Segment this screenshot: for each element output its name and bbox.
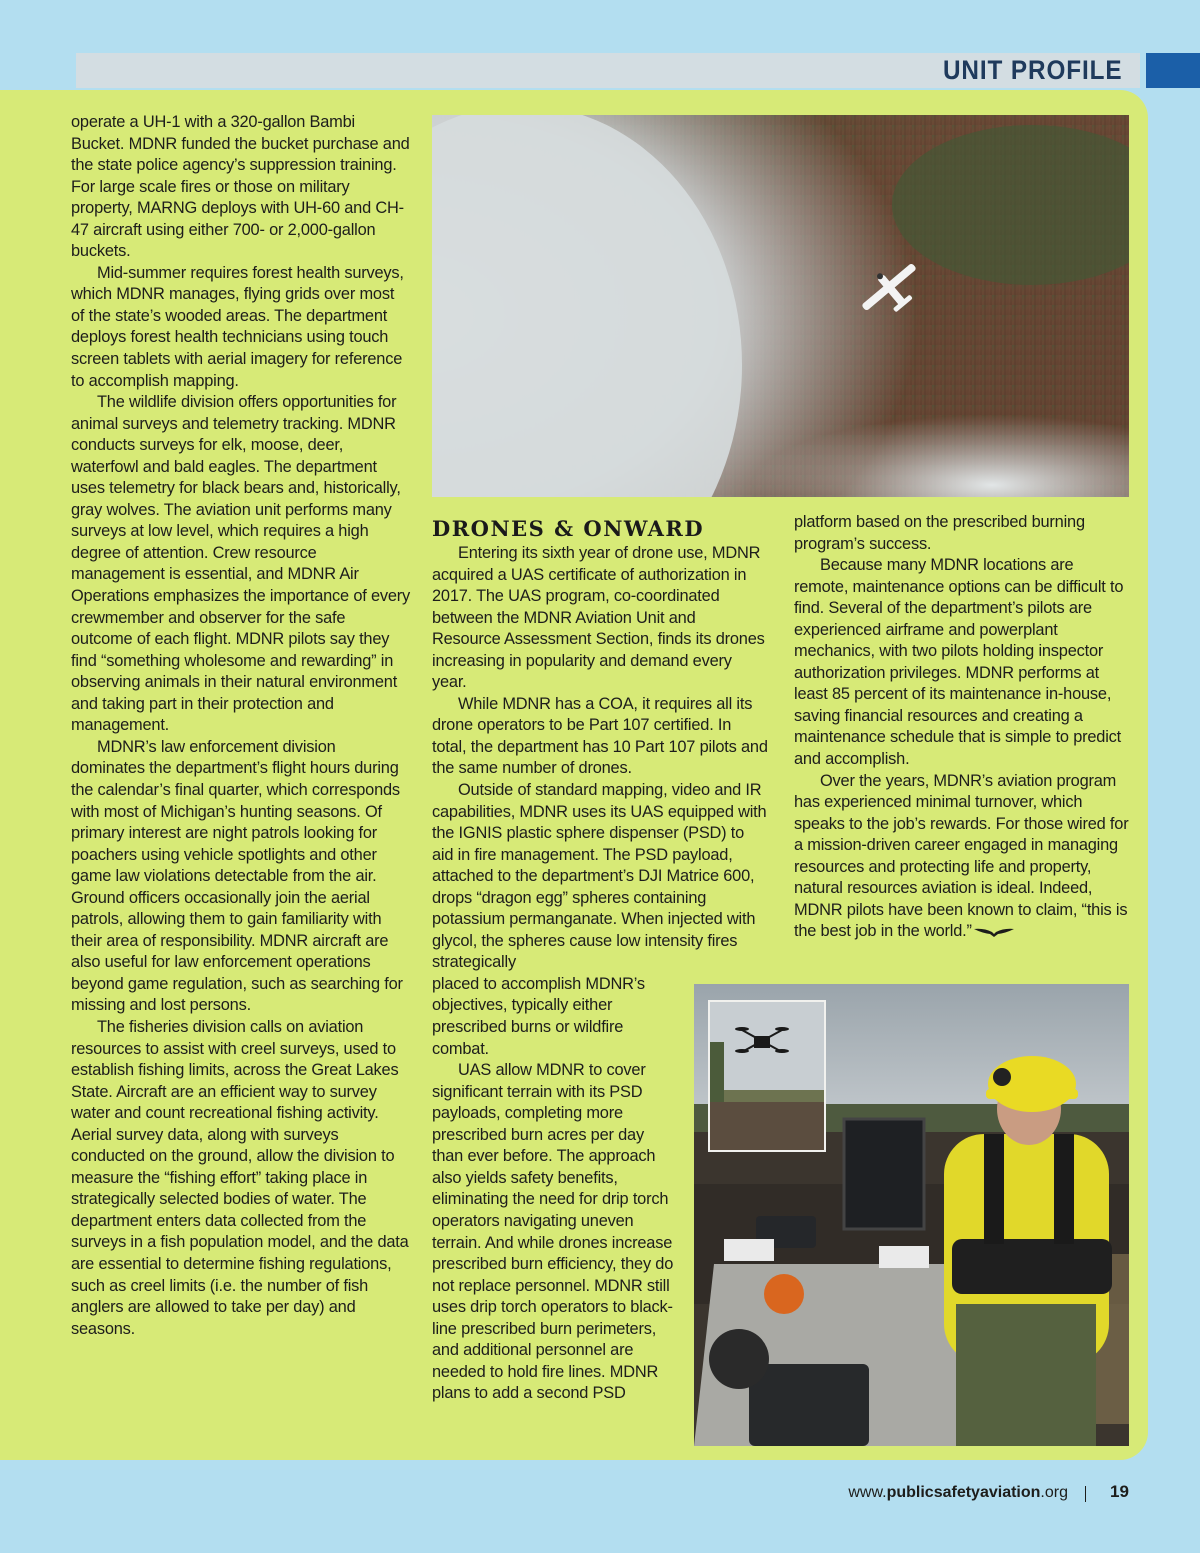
article-column-1 [71, 112, 411, 1340]
paragraph: Outside of standard mapping, video and IR capabilities, MDNR uses its UAS equipped with the IGNIS plastic sphere dispenser (PSD) to aid in fire management. The PSD payload, attached to the department’s DJI Matrice 600, drops “dragon egg” spheres containing potassium permanganate. When injected with glycol, the spheres cause low intensity fires strategically [432, 781, 767, 972]
header-accent-block [1146, 53, 1200, 88]
paragraph: While MDNR has a COA, it requires all its drone operators to be Part 107 certified. In total, the department has 10 Part 107 pilots and the same number of drones. [432, 694, 768, 778]
page-top-band [0, 0, 1200, 52]
wings-end-mark-icon [974, 926, 1014, 938]
aerial-plane-smoke-photo [432, 115, 1129, 497]
url-domain: publicsafetyaviation [886, 1484, 1041, 1501]
footer-divider [1085, 1486, 1086, 1502]
drone-inset-photo [708, 1000, 826, 1152]
paragraph: operate a UH-1 with a 320-gallon Bambi Bucket. MDNR funded the bucket purchase and the state police agency’s suppression training. For large scale fires or those on military property, MARNG deploys with UH-60 and CH-47 aircraft using either 700- or 2,000-gallon buckets. [71, 113, 410, 261]
section-heading: DRONES & ONWARD [432, 516, 705, 541]
paragraph: UAS allow MDNR to cover significant terrain with its PSD payloads, completing more prescribed burn acres per day than ever before. The approach also yields safety benefits, eliminating the need for drip torch operators navigating uneven terrain. And while drones increase prescribed burn efficiency, they do not replace personnel. MDNR still uses drip torch operators to black-line prescribed burn perimeters, and additional personnel are needed to hold fire lines. MDNR plans to add a second PSD [432, 1061, 674, 1403]
paragraph: Entering its sixth year of drone use, MDNR acquired a UAS certificate of authorization in 2017. The UAS program, co-coordinated between the MDNR Aviation Unit and Resource Assessment Section, finds its drones increasing in popularity and demand every year. [432, 544, 765, 692]
url-prefix: www. [848, 1484, 887, 1501]
url-suffix: .org [1040, 1484, 1068, 1501]
paragraph: platform based on the prescribed burning program’s success. [794, 513, 1085, 553]
paragraph: The wildlife division offers opportunities for animal surveys and telemetry tracking. MDNR conducts surveys for elk, moose, deer, waterfowl and bald eagles. The department uses telemetry for black bears and, historically, gray wolves. The aviation unit performs many surveys at low level, which requires a high degree of attention. Crew resource management is essential, and MDNR Air Operations emphasizes the importance of every crewmember and observer for the safe outcome of each flight. MDNR pilots say they find “something wholesome and rewarding” in observing animals in their natural environment and taking part in their protection and management. [71, 393, 411, 735]
paragraph: Mid-summer requires forest health surveys, which MDNR manages, flying grids over most of the state’s wooded areas. The department deploys forest health technicians using touch screen tablets with aerial imagery for reference to accomplish mapping. [71, 263, 404, 390]
closing-paragraph-text: Over the years, MDNR’s aviation program has experienced minimal turnover, which speaks to the job’s rewards. For those wired for a mission-driven career engaged in managing resources and protecting life and property, natural resources aviation is ideal. Indeed, MDNR pilots have been known to claim, “this is the best job in the world.” [794, 771, 1129, 941]
section-title: UNIT PROFILE [942, 55, 1122, 85]
paragraph: Because many MDNR locations are remote, maintenance options can be difficult to find. Several of the department’s pilots are experienced airframe and powerplant mechanics, with two pilots holding inspector authorization privileges. MDNR performs at least 85 percent of its maintenance in-house, saving financial resources and creating a maintenance schedule that is simple to predict and accomplish. [794, 556, 1124, 769]
paragraph [794, 771, 1130, 943]
page-number: 19 [1110, 1482, 1129, 1501]
footer-website [848, 1484, 1068, 1502]
paragraph: MDNR’s law enforcement division dominates the department’s flight hours during the calendar’s final quarter, which corresponds with most of Michigan’s hunting seasons. Of primary interest are night patrols looking for poachers using vehicle spotlights and other game law violations detectable from the air. Ground officers occasionally join the aerial patrols, allowing them to gain familiarity with their area of responsibility. MDNR aircraft are also useful for law enforcement operations beyond game regulation, such as searching for missing and lost persons. [71, 737, 403, 1015]
paragraph: The fisheries division calls on aviation resources to assist with creel surveys, used to establish fishing limits, across the Great Lakes State. Aircraft are an efficient way to survey water and count recreational fishing activity. Aerial survey data, along with surveys conducted on the ground, allow the division to measure the “fishing effort” taking place in strategically selected bodies of water. The department enters data collected from the surveys in a fish population model, and the data are essential to determine fishing regulations, such as creel limits (i.e. the number of fish anglers are allowed to take per day) and seasons. [71, 1017, 409, 1338]
paragraph: placed to accomplish MDNR’s objectives, typically either prescribed burns or wildfire combat. [432, 974, 645, 1058]
article-column-3 [794, 512, 1130, 943]
